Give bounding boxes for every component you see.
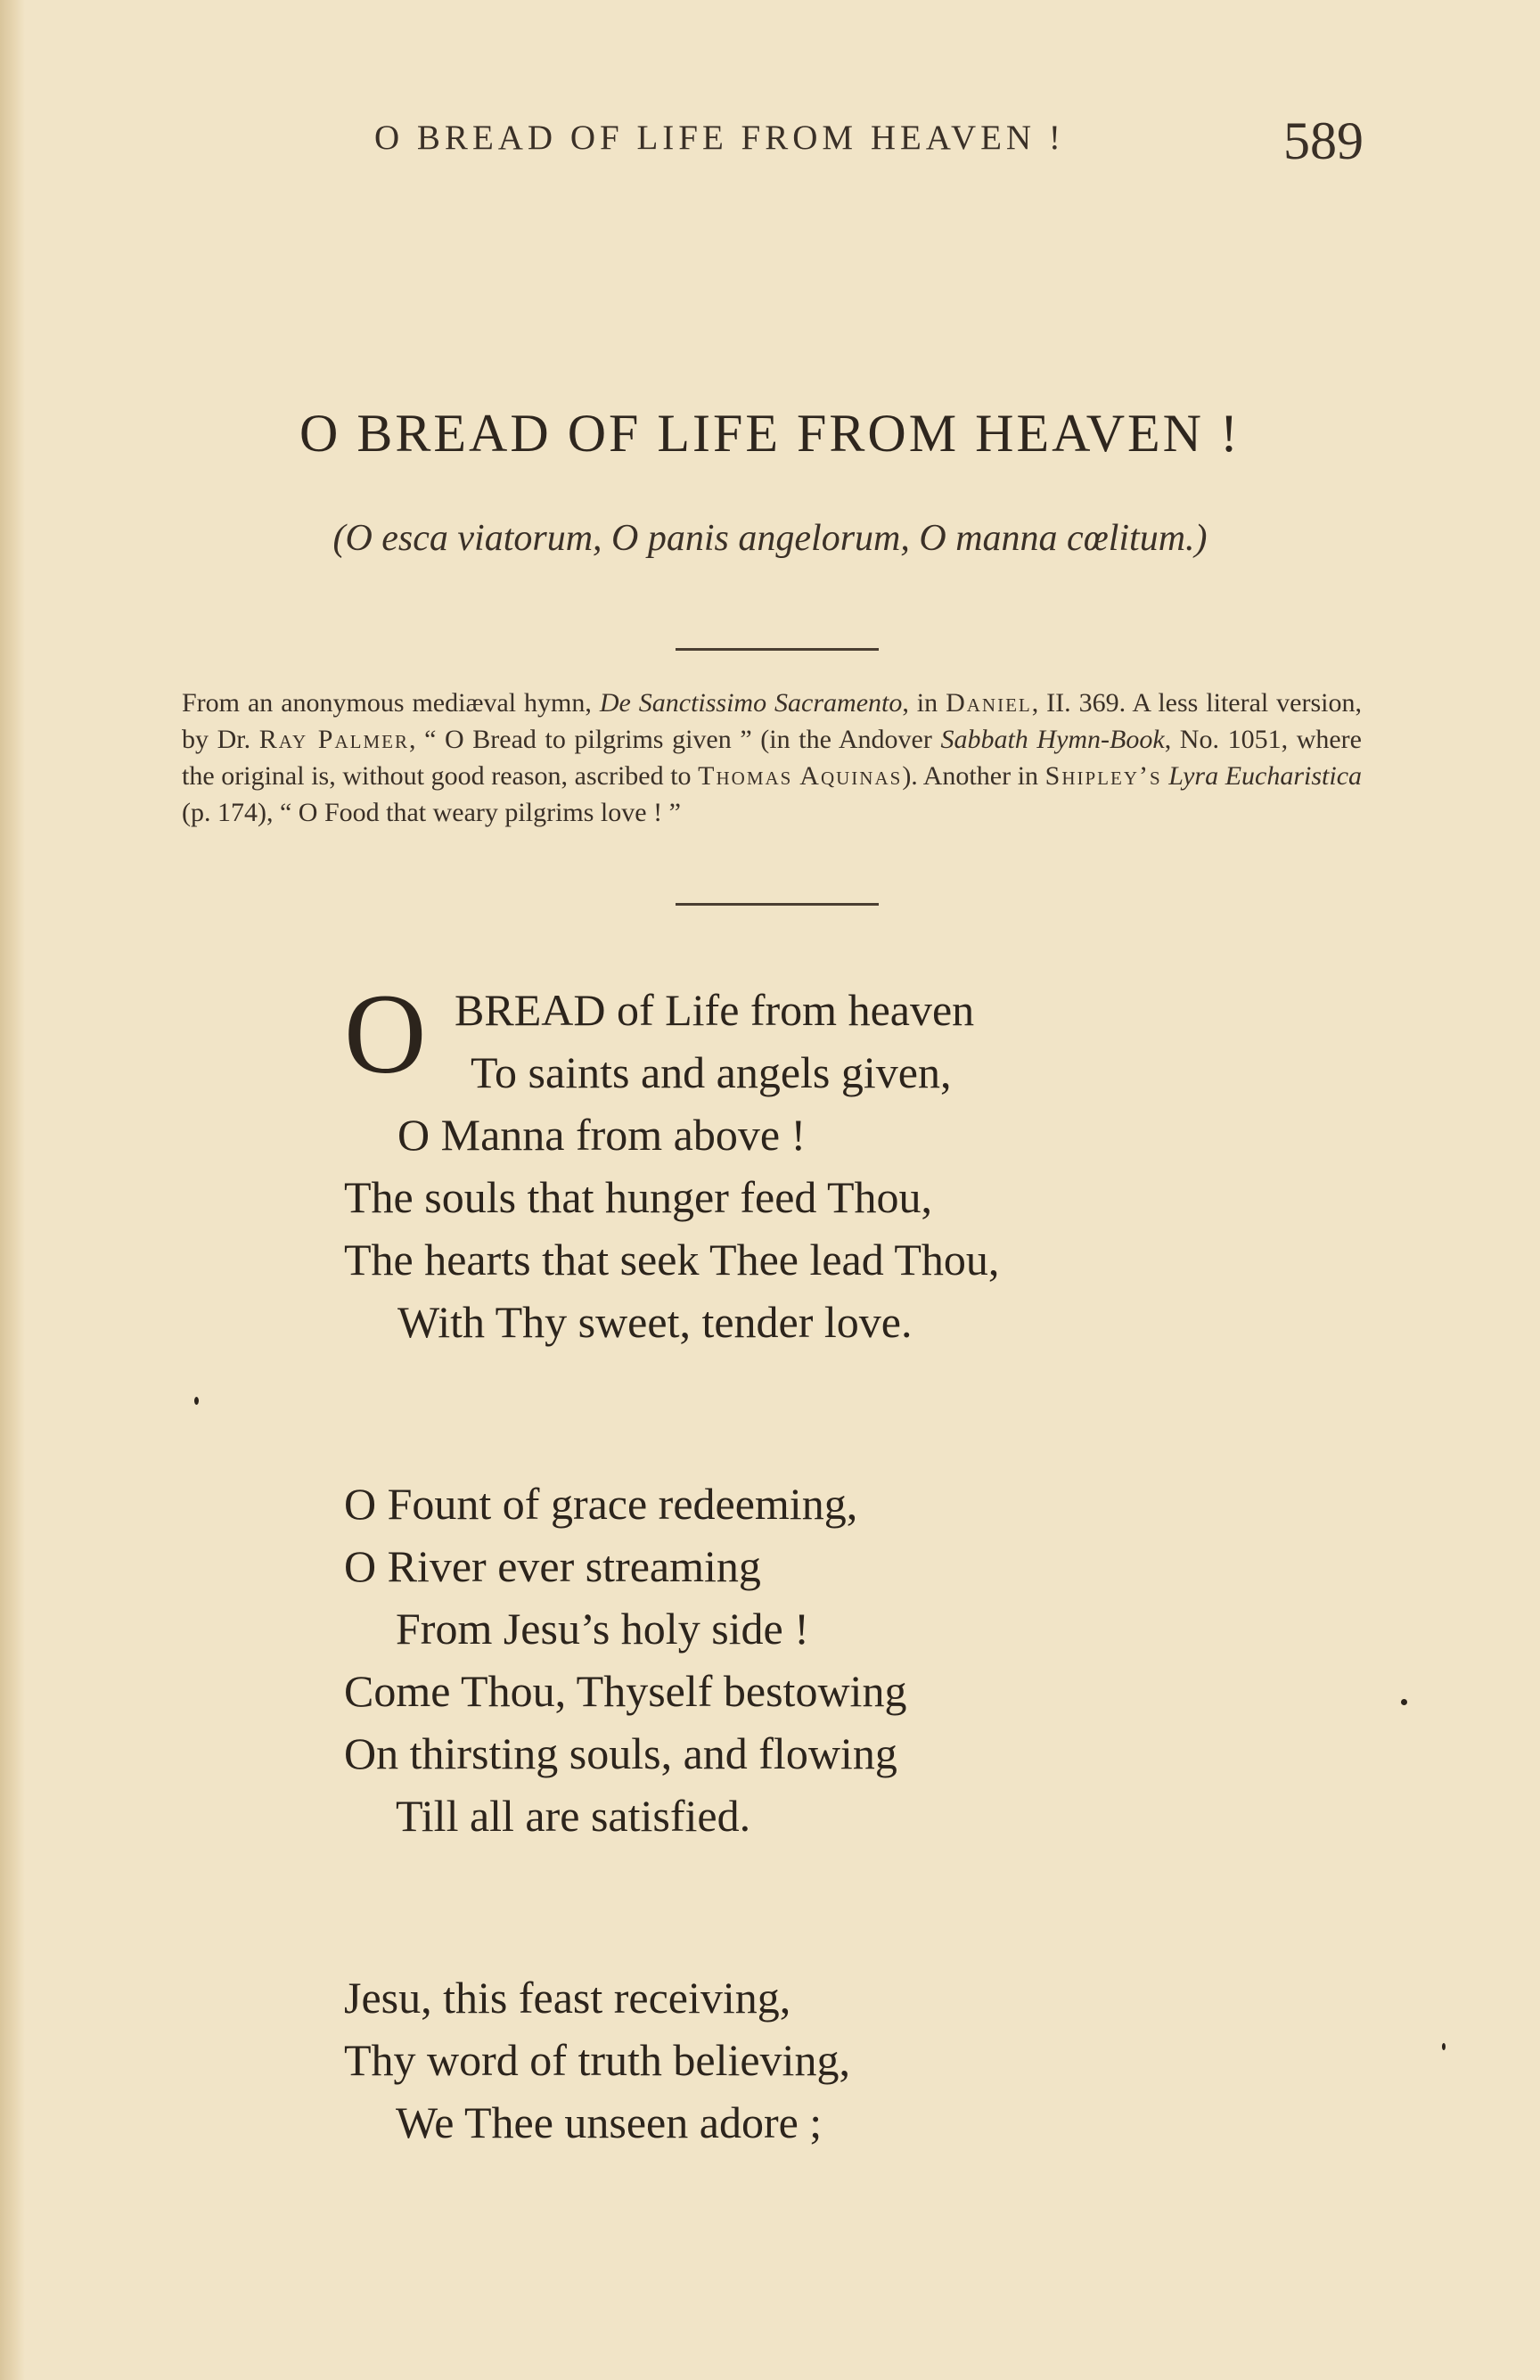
source-work-title: De Sanctissimo Sacramento	[599, 688, 903, 718]
hymn-line: The hearts that seek Thee lead Thou,	[344, 1235, 1000, 1284]
page-edge-shadow	[0, 0, 25, 2380]
hymn-line: O Manna from above !	[397, 1110, 807, 1160]
source-author: Thomas Aquinas	[698, 761, 903, 791]
latin-subtitle: (O esca viatorum, O panis angelorum, O manna cœlitum.)	[332, 518, 1208, 559]
hymn-line: Till all are satisfied.	[396, 1791, 751, 1841]
stanza-gap	[344, 1353, 1324, 1473]
stanza-2	[344, 1473, 1324, 1847]
hymn-line: With Thy sweet, tender love.	[397, 1297, 913, 1347]
hymn-line: From Jesu’s holy side !	[396, 1604, 809, 1654]
hymn-line: Come Thou, Thyself bestowing	[344, 1666, 907, 1716]
hymn-line: Thy word of truth believing,	[344, 2035, 850, 2085]
divider-rule-bottom	[676, 903, 879, 906]
source-work-title: Lyra Eucharistica	[1168, 761, 1363, 791]
hymn-line-text: BREAD of Life from heaven	[455, 985, 975, 1035]
stanza-gap	[344, 1847, 1324, 1966]
page-number: 589	[1283, 111, 1364, 170]
source-note-text: (p. 174), “ O Food that weary pilgrims love ! ”	[182, 798, 681, 827]
ink-speck	[1442, 2043, 1446, 2050]
hymn-title: O BREAD OF LIFE FROM HEAVEN !	[299, 404, 1241, 463]
source-note-text: , “ O Bread to pilgrims given ” (in the Andover	[408, 725, 941, 754]
source-note	[182, 685, 1362, 831]
running-head: O BREAD OF LIFE FROM HEAVEN !	[374, 119, 1065, 157]
drop-cap: O	[344, 971, 427, 1097]
hymn-line: On thirsting souls, and flowing	[344, 1728, 897, 1778]
source-note-text: , II. 369. A less literal version, by Dr.	[182, 688, 1362, 754]
source-note-text: , No. 1051, where the original is, without good reason, ascribed to	[182, 725, 1362, 791]
hymn-line: To saints and angels given,	[471, 1047, 952, 1097]
ink-speck	[1401, 1699, 1407, 1705]
source-note-text: From an anonymous mediæval hymn,	[182, 688, 600, 718]
hymn-line: We Thee unseen adore ;	[396, 2097, 823, 2147]
hymn-text	[344, 971, 1324, 2154]
source-note-text: ). Another in	[902, 761, 1045, 791]
source-author: Shipley’s	[1044, 761, 1162, 791]
source-note-text: , in	[902, 688, 946, 718]
stanza-3	[344, 1966, 1324, 2154]
divider-rule-top	[676, 648, 879, 651]
source-author: Ray Palmer	[258, 725, 409, 754]
hymn-line: Jesu, this feast receiving,	[344, 1973, 791, 2023]
hymn-line: O River ever streaming	[344, 1541, 761, 1591]
source-author: Daniel	[946, 688, 1032, 718]
stanza-1	[344, 971, 1324, 1353]
hymn-line: O Fount of grace redeeming,	[344, 1479, 858, 1529]
ink-speck	[194, 1397, 199, 1405]
hymn-line: The souls that hunger feed Thou,	[344, 1172, 933, 1222]
source-work-title: Sabbath Hymn-Book	[940, 725, 1165, 754]
